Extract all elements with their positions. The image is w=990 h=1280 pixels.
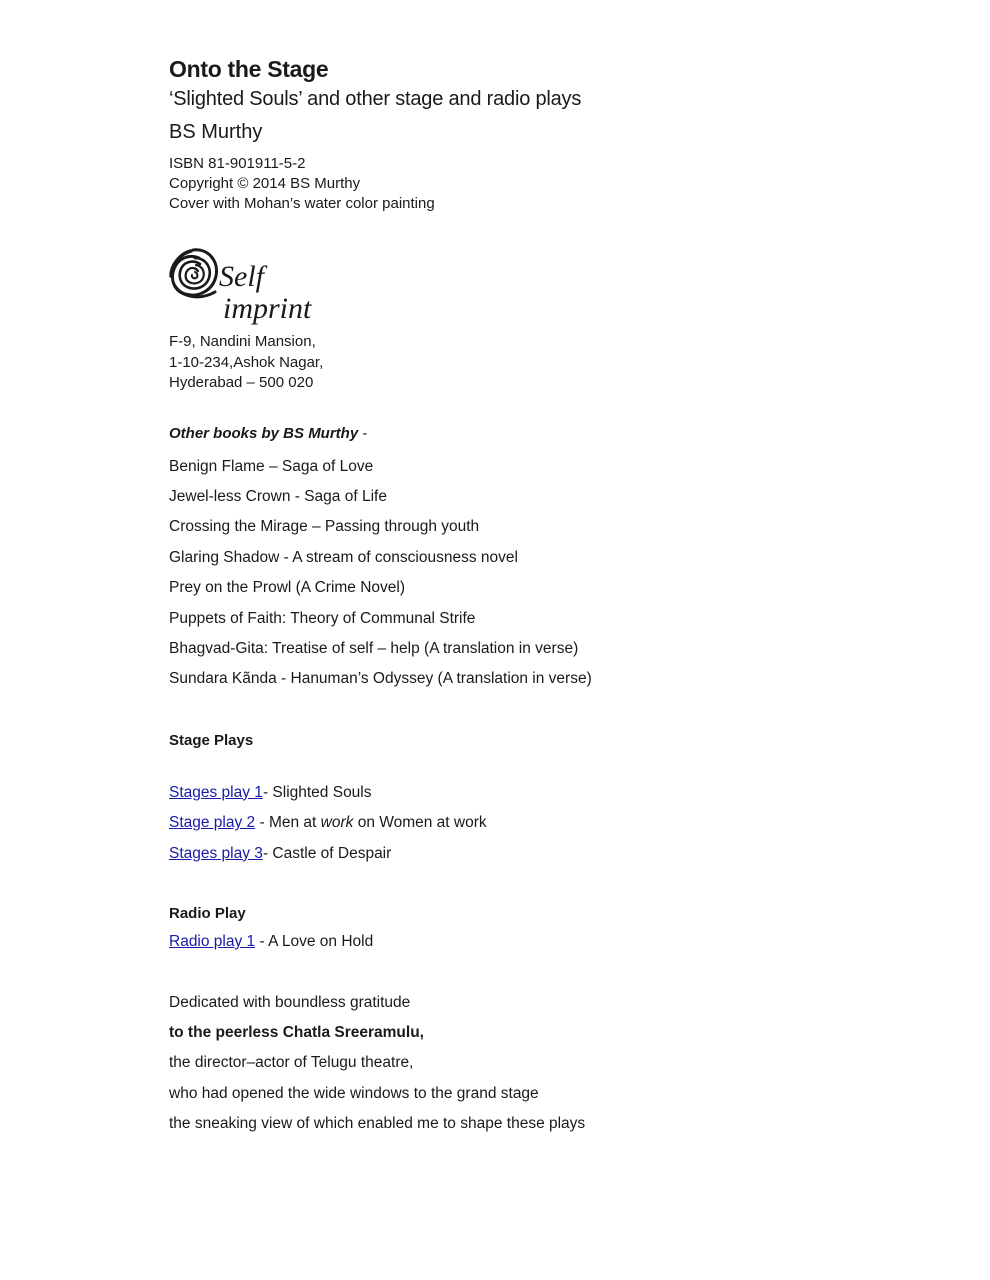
fingerprint-swirl-icon xyxy=(169,246,319,330)
stage-play-3-link[interactable]: Stages play 3 xyxy=(169,844,263,862)
radio-play-heading: Radio Play xyxy=(169,904,246,922)
stage-play-3-title: - Castle of Despair xyxy=(262,844,392,862)
list-item xyxy=(169,808,929,838)
self-imprint-logo xyxy=(169,246,319,330)
other-books-heading-suffix: - xyxy=(358,424,368,442)
list-item xyxy=(169,778,929,808)
document-page xyxy=(169,54,929,1139)
book-meta xyxy=(169,154,929,214)
dedication xyxy=(169,988,929,1139)
stage-plays-heading: Stage Plays xyxy=(169,731,254,749)
isbn-line: ISBN 81-901911-5-2 xyxy=(169,155,306,172)
book-title: Onto the Stage xyxy=(169,56,329,82)
copyright-line: Copyright © 2014 BS Murthy xyxy=(169,175,361,192)
stage-play-2-title-pre: - Men at xyxy=(255,814,321,832)
logo-text-imprint: imprint xyxy=(223,292,312,325)
list-item: Glaring Shadow - A stream of consciousness novel xyxy=(169,548,518,566)
list-item: Bhagvad-Gita: Treatise of self – help (A translation in verse) xyxy=(169,639,579,657)
book-author: BS Murthy xyxy=(169,121,263,143)
list-item: Sundara Kãnda - Hanuman’s Odyssey (A translation in verse) xyxy=(169,670,592,688)
stage-play-2-title-rest: on Women at work xyxy=(353,814,487,832)
radio-play-1-link[interactable]: Radio play 1 xyxy=(169,932,256,950)
publisher-address xyxy=(169,332,929,394)
radio-play-1-title: - A Love on Hold xyxy=(255,932,374,950)
address-line: Hyderabad – 500 020 xyxy=(169,374,314,391)
dedication-line: Dedicated with boundless gratitude xyxy=(169,993,411,1011)
address-line: F-9, Nandini Mansion, xyxy=(169,333,316,350)
list-item: Crossing the Mirage – Passing through youth xyxy=(169,518,480,536)
list-item: Jewel-less Crown - Saga of Life xyxy=(169,487,387,505)
list-item: Benign Flame – Saga of Love xyxy=(169,457,374,475)
dedication-line: the director–actor of Telugu theatre, xyxy=(169,1054,414,1072)
book-subtitle: ‘Slighted Souls’ and other stage and radio plays xyxy=(169,88,582,110)
dedication-line: to the peerless Chatla Sreeramulu, xyxy=(169,1024,424,1042)
stage-plays-list xyxy=(169,778,929,869)
list-item: Prey on the Prowl (A Crime Novel) xyxy=(169,579,406,597)
other-books-heading-text: Other books by BS Murthy xyxy=(169,424,359,442)
radio-play-item xyxy=(169,927,929,957)
other-books-heading xyxy=(169,424,929,444)
other-books-list xyxy=(169,452,929,695)
address-line: 1-10-234,Ashok Nagar, xyxy=(169,353,324,371)
stage-play-1-title: - Slighted Souls xyxy=(262,783,372,801)
list-item xyxy=(169,839,929,869)
cover-credit-line: Cover with Mohan’s water color painting xyxy=(169,195,435,212)
logo-text-self: Self xyxy=(219,260,264,293)
stage-play-2-title-emphasis: work xyxy=(320,814,354,832)
dedication-line: the sneaking view of which enabled me to shape these plays xyxy=(169,1114,586,1132)
stage-play-2-link[interactable]: Stage play 2 xyxy=(169,814,256,832)
stage-play-1-link[interactable]: Stages play 1 xyxy=(169,783,263,801)
dedication-line: who had opened the wide windows to the grand stage xyxy=(169,1084,539,1102)
list-item: Puppets of Faith: Theory of Communal Strife xyxy=(169,609,476,627)
